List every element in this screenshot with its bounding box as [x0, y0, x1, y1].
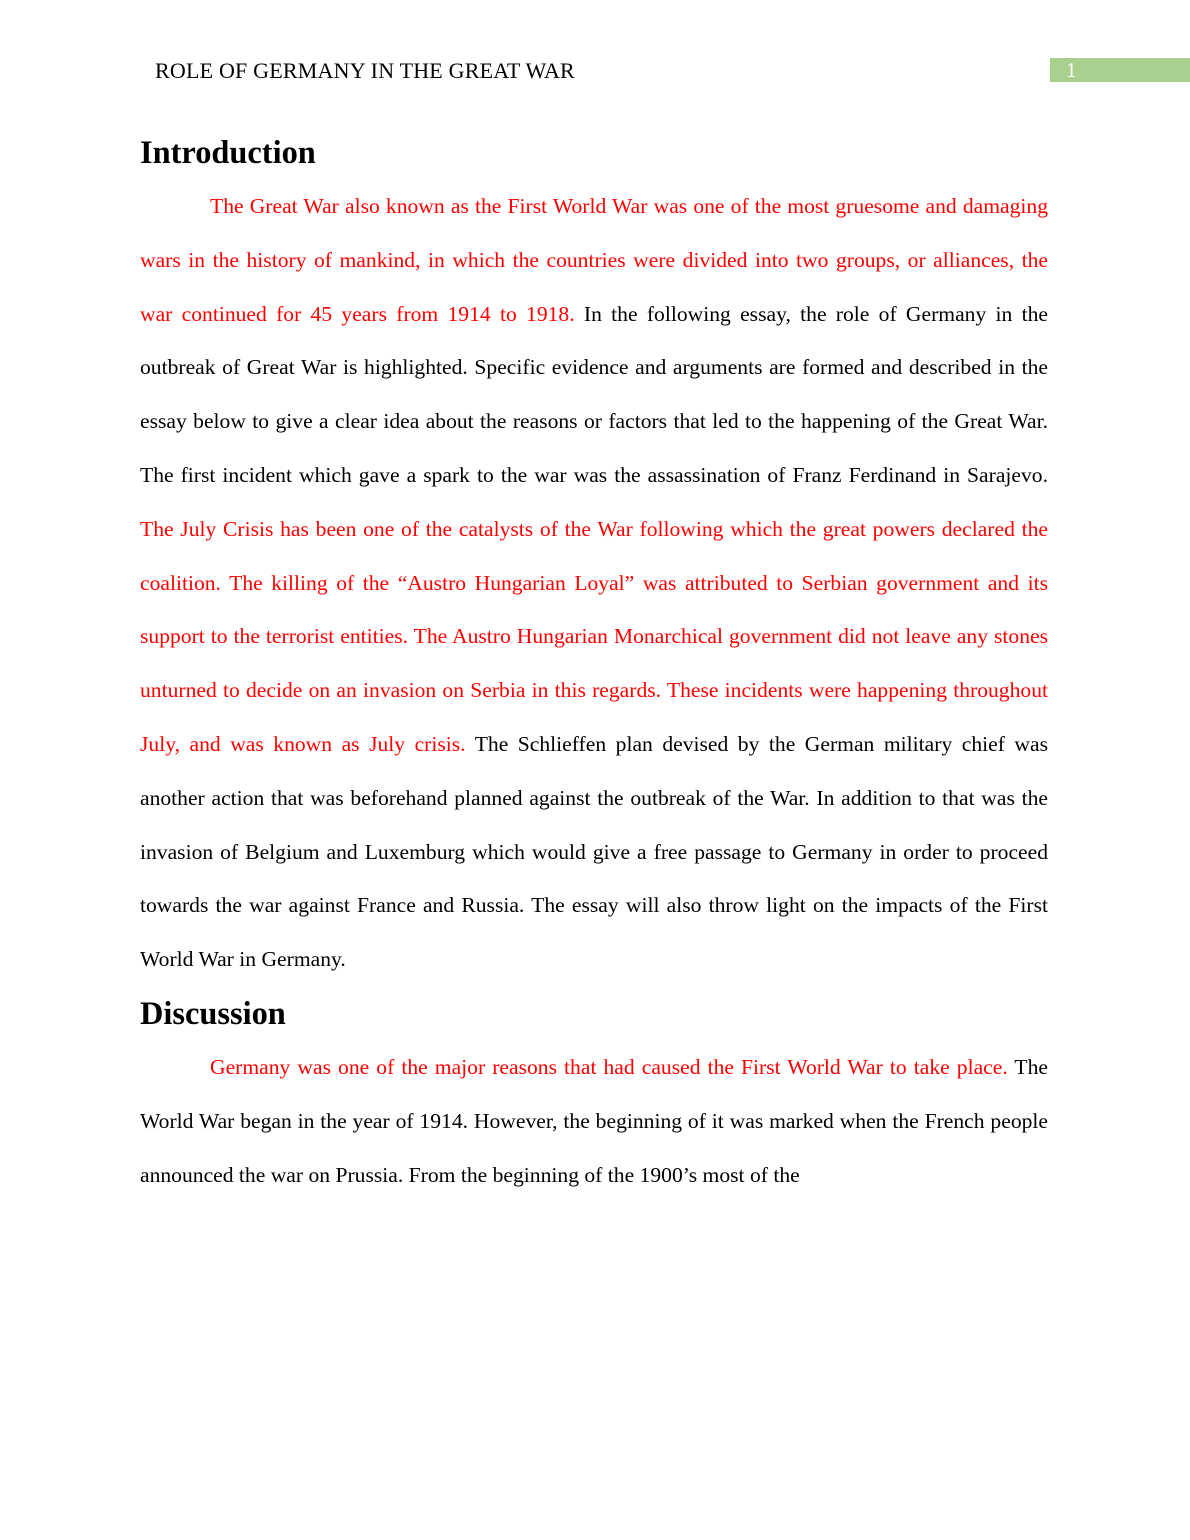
introduction-paragraph — [140, 180, 1048, 987]
text-run: The Great War also known as the First World War was one of the most gruesome and damaging wars in the history of mankind, in which the countries were divided into two groups, or alliances, the war continued for 45 years from 1914 to 1918. — [140, 194, 1048, 326]
page-number: 1 — [1050, 58, 1190, 82]
text-run: Germany was one of the major reasons that had caused the First World War to take place. — [210, 1054, 1008, 1079]
text-run: The World War began in the year of 1914. However, the beginning of it was marked when the French people announced the war on Prussia. From the beginning of the 1900’s most of the — [140, 1054, 1048, 1187]
text-run: The Schlieffen plan devised by the German military chief was another action that was beforehand planned against the outbreak of the War. In addition to that was the invasion of Belgium and Luxemburg which would give a free passage to Germany in order to proceed towards the war against France and Russia. The essay will also throw light on the impacts of the First World War in Germany. — [140, 731, 1048, 972]
section-heading-introduction: Introduction — [140, 135, 316, 171]
discussion-paragraph — [140, 1041, 1048, 1202]
document-body — [140, 126, 1048, 1202]
text-run: In the following essay, the role of Germany in the outbreak of Great War is highlighted. Specific evidence and arguments are formed and described in the essay below to give a clear idea about the reasons or factors that led to the happening of the Great War. The first incident which gave a spark to the war was the assassination of Franz Ferdinand in Sarajevo. — [140, 301, 1048, 487]
running-head: ROLE OF GERMANY IN THE GREAT WAR — [155, 58, 575, 83]
text-run: The July Crisis has been one of the catalysts of the War following which the great powers declared the coalition. The killing of the “Austro Hungarian Loyal” was attributed to Serbian government and its support to the terrorist entities. The Austro Hungarian Monarchical government did not leave any stones unturned to decide on an invasion on Serbia in this regards. These incidents were happening throughout July, and was known as July crisis. — [140, 516, 1048, 756]
section-heading-discussion: Discussion — [140, 995, 286, 1032]
